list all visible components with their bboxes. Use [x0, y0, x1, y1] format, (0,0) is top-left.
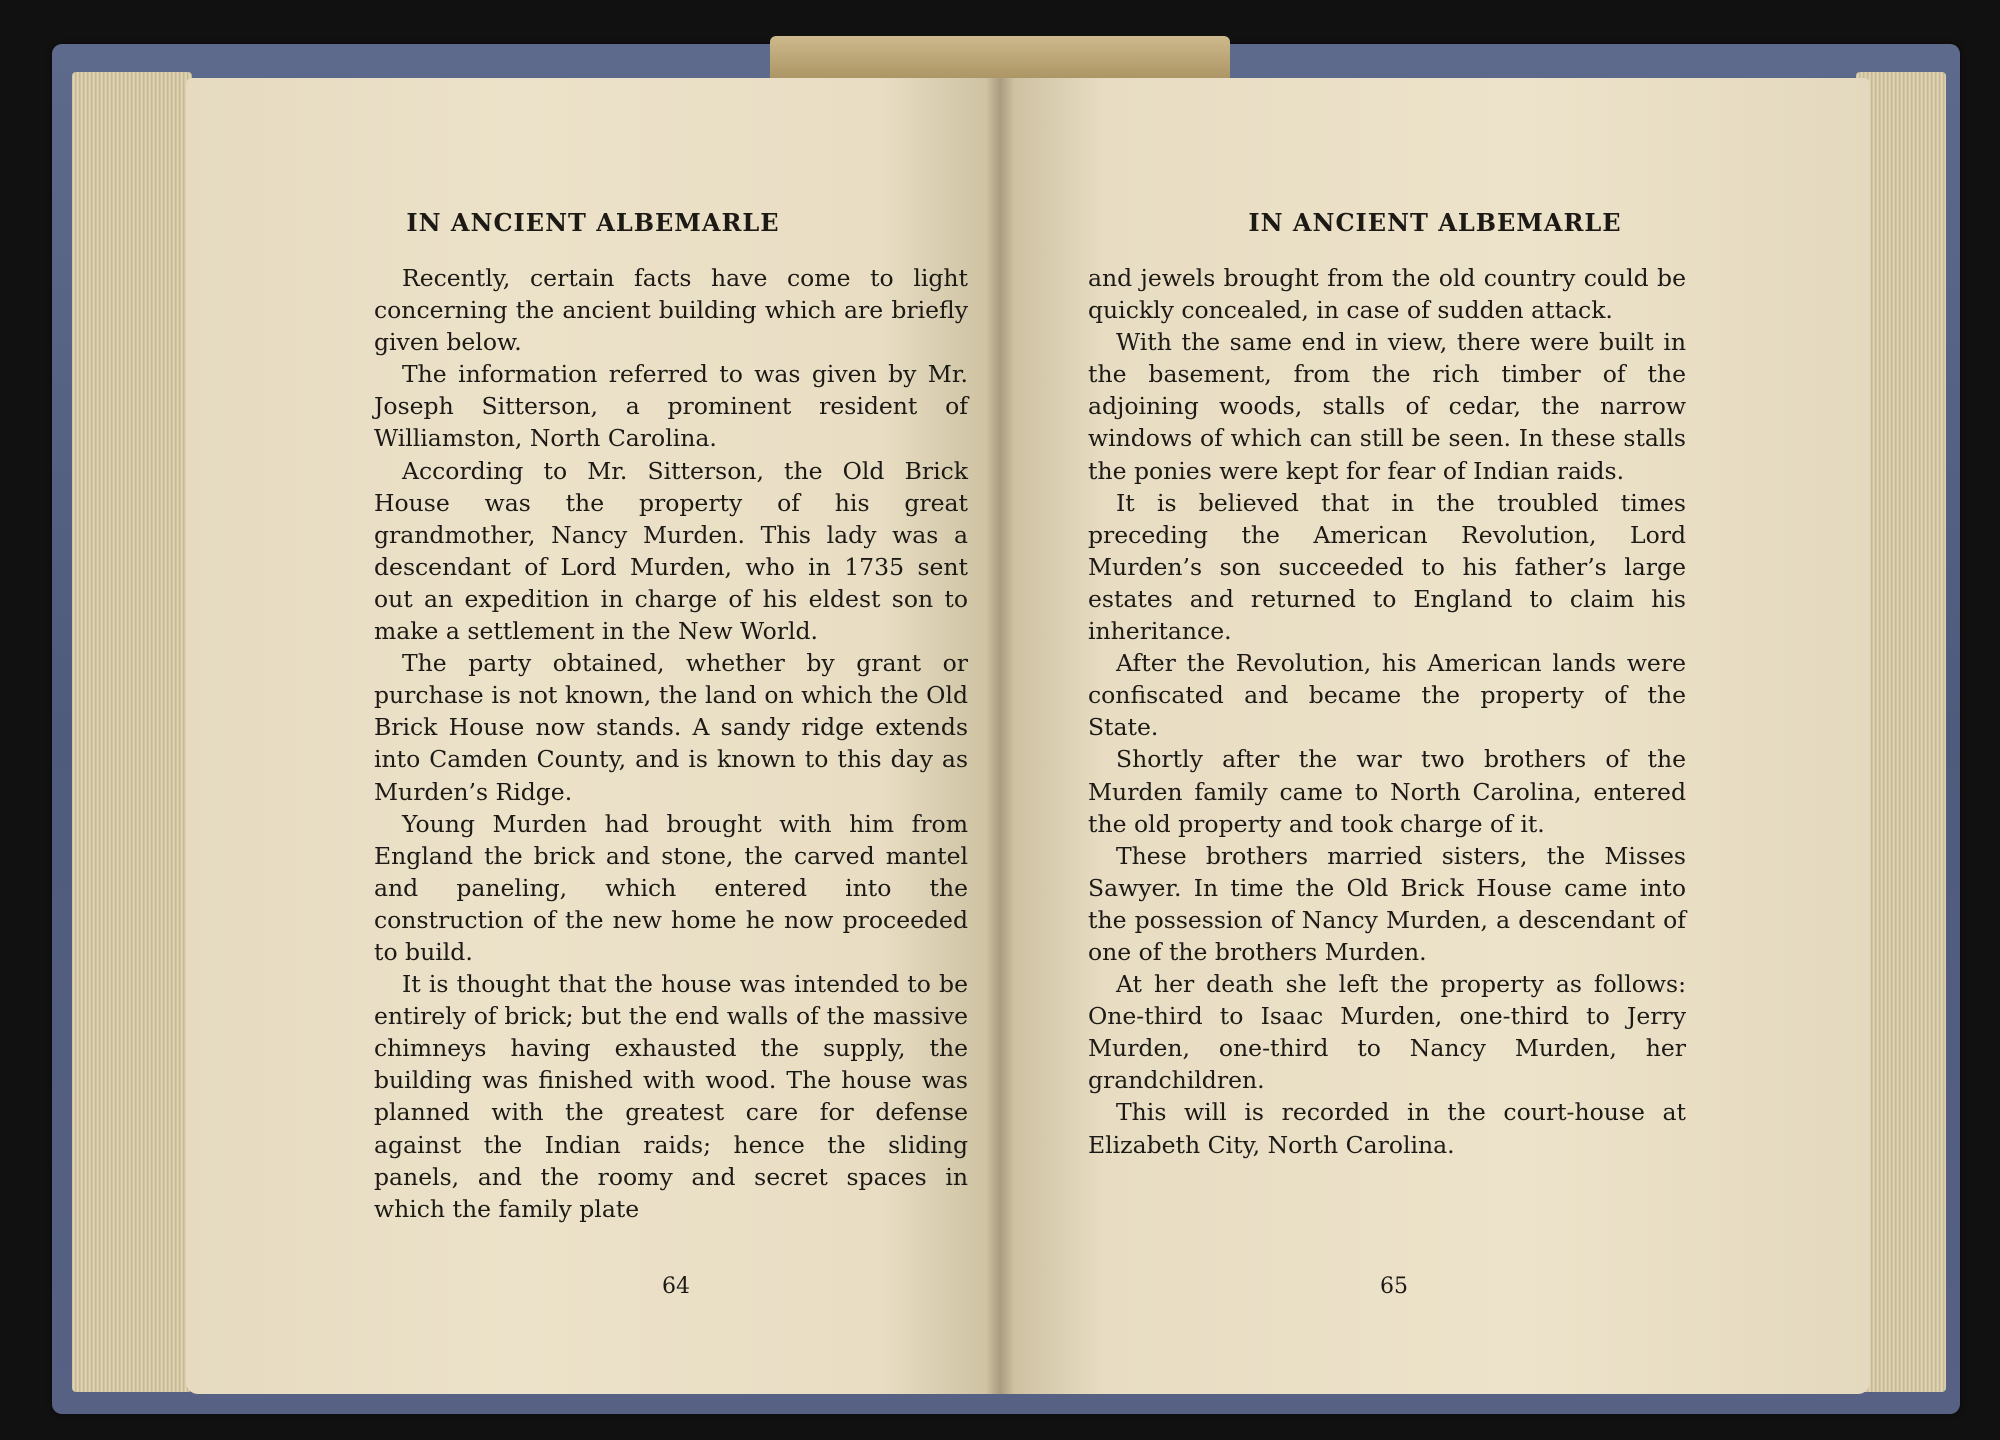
left-paragraph-5: Young Murden had brought with him from England the brick and stone, the carved mantel and paneling, which entered into the construction of the new home he now proceeded to build. — [374, 809, 968, 966]
left-paragraph-3: According to Mr. Sitterson, the Old Brick House was the property of his great grandmother, Nancy Murden. This lady was a descendant of Lord Murden, who in 1735 sent out an expedition in charge of his eldest son to make a settlement in the New World. — [374, 456, 968, 646]
right-paragraph-1: With the same end in view, there were built in the basement, from the rich timber of the adjoining woods, stalls of cedar, the narrow windows of which can still be seen. In these stalls the ponies were kept for fear of Indian raids. — [1088, 328, 1686, 485]
right-continued-text: and jewels brought from the old country could be quickly concealed, in case of sudden attack. — [1088, 264, 1686, 325]
book-headband — [770, 36, 1230, 84]
right-paragraph-2: It is believed that in the troubled times preceding the American Revolution, Lord Murden’s son succeeded to his father’s large estates and returned to England to claim his inheritance. — [1088, 488, 1686, 646]
right-paragraph-4: Shortly after the war two brothers of the Murden family came to North Carolina, entered the old property and took charge of it. — [1088, 745, 1686, 838]
left-paragraph-6: It is thought that the house was intended to be entirely of brick; but the end walls of the massive chimneys having exhausted the supply, the building was finished with wood. The house was planned with the greatest care for defense against the Indian raids; hence the sliding panels, and the roomy and secret spaces in which the family plate — [374, 970, 968, 1223]
right-page-text — [1088, 262, 1686, 1161]
left-running-head: IN ANCIENT ALBEMARLE — [406, 208, 780, 237]
left-page-number: 64 — [662, 1274, 690, 1299]
book-gutter — [986, 78, 1014, 1394]
left-page-edges — [72, 72, 192, 1392]
left-paragraph-1: Recently, certain facts have come to light concerning the ancient building which are briefly given below. — [374, 264, 968, 357]
right-page-number: 65 — [1380, 1274, 1408, 1299]
right-paragraph-5: These brothers married sisters, the Misses Sawyer. In time the Old Brick House came into the possession of Nancy Murden, a descendant of one of the brothers Murden. — [1088, 841, 1686, 966]
left-page-text — [374, 262, 968, 1225]
right-page — [1000, 78, 1870, 1394]
left-paragraph-4: The party obtained, whether by grant or purchase is not known, the land on which the Old Brick House now stands. A sandy ridge extends into Camden County, and is known to this day as Murden’s Ridge. — [374, 649, 968, 806]
right-paragraph-3: After the Revolution, his American lands were confiscated and became the property of the State. — [1088, 649, 1686, 742]
left-page — [186, 78, 1000, 1394]
right-running-head: IN ANCIENT ALBEMARLE — [1248, 208, 1622, 237]
left-paragraph-2: The information referred to was given by Mr. Joseph Sitterson, a prominent resident of Williamston, North Carolina. — [374, 360, 968, 453]
right-paragraph-7: This will is recorded in the court-house at Elizabeth City, North Carolina. — [1088, 1098, 1686, 1159]
right-paragraph-6: At her death she left the property as follows: One-third to Isaac Murden, one-third to Jerry Murden, one-third to Nancy Murden, her grandchildren. — [1088, 970, 1686, 1095]
